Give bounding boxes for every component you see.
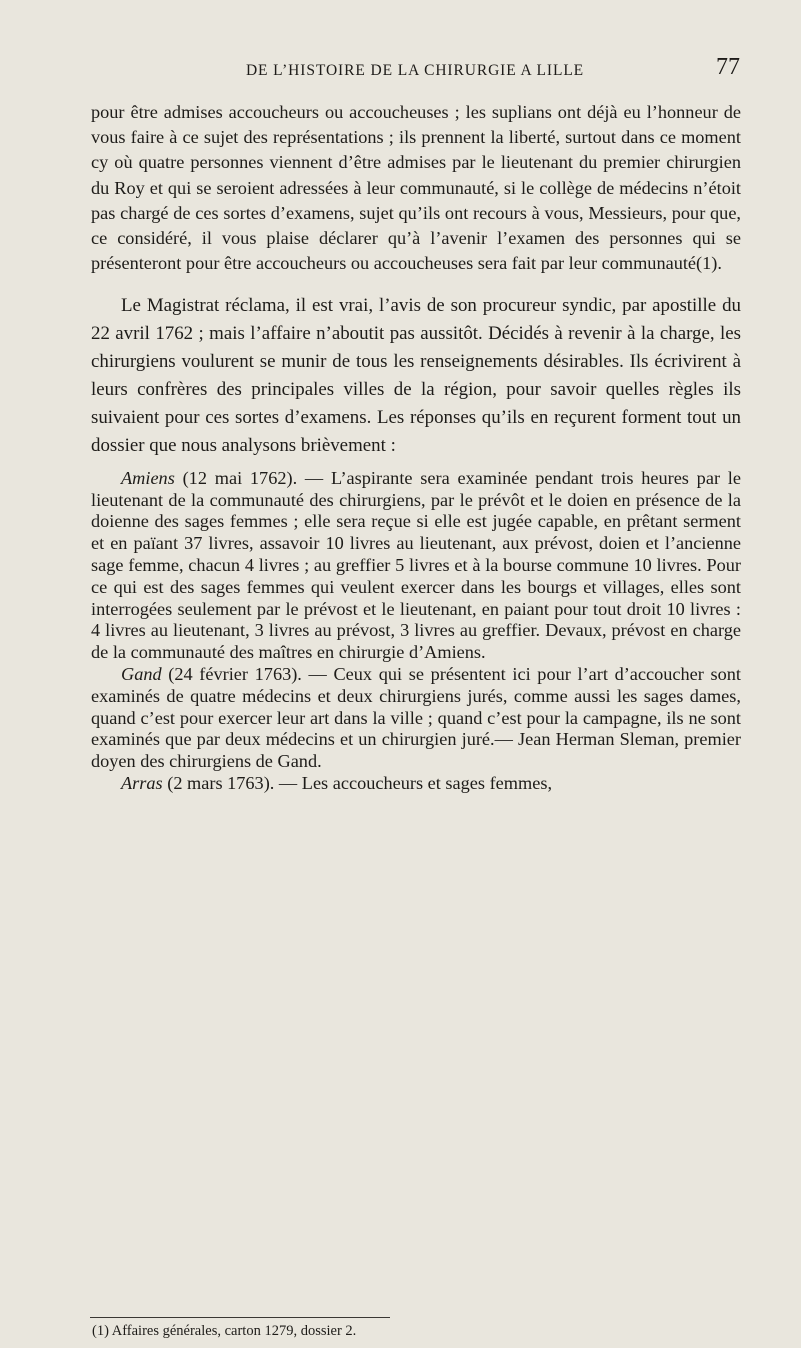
narrative-block	[91, 292, 741, 459]
paragraph-petition: pour être admises accoucheurs ou accoucheuses ; les suplians ont déjà eu l’honneur de vous faire à ce sujet des représentations ; ils prennent la liberté, surtout dans ce moment cy où quatre personnes viennent d’être admises par le lieutenant du premier chirurgien du Roy et qui se seroient adressées à leur communauté, si le collège de médecins n’étoit pas chargé de ces sortes d’examens, sujet qu’ils ont recours à vous, Messieurs, pour que, ce considéré, il vous plaise déclarer qu’à l’avenir l’examen des personnes qui se présenteront pour être accoucheurs ou accoucheuses sera fait par leur communauté(1).	[91, 102, 741, 274]
place-gand: Gand	[121, 664, 162, 685]
paragraph-gand	[91, 664, 741, 773]
running-head: DE L’HISTOIRE DE LA CHIRURGIE A LILLE	[245, 62, 585, 79]
place-arras: Arras	[121, 773, 163, 794]
paragraph-magistrat: Le Magistrat réclama, il est vrai, l’avis de son procureur syndic, par apostille du 22 avril 1762 ; mais l’affaire n’aboutit pas aussitôt. Décidés à revenir à la charge, les chirurgiens voulurent se munir de tous les renseignements désirables. Ils écrivirent à leurs confrères des principales villes de la région, pour savoir quelles règles ils suivaient pour ces sortes d’examens. Les réponses qu’ils en reçurent forment tout un dossier que nous analysons brièvement :	[91, 295, 741, 456]
page-header	[90, 54, 740, 88]
gand-text: (24 février 1763). — Ceux qui se présentent ici pour l’art d’accoucher sont examinés de quatre médecins et deux chirurgiens jurés, comme aussi les sages dames, quand c’est pour exercer leur art dans la ville ; quand c’est pour la campagne, ils ne sont examinés que par deux médecins et un chirurgien juré.— Jean Herman Sleman, premier doyen des chirurgiens de Gand.	[91, 664, 741, 772]
body-text	[91, 100, 741, 795]
page-number: 77	[716, 54, 740, 80]
paragraph-arras	[91, 773, 741, 795]
footnote: (1) Affaires générales, carton 1279, dossier 2.	[92, 1323, 357, 1339]
dossier-block	[91, 468, 741, 795]
place-amiens: Amiens	[121, 467, 175, 488]
petition-block	[91, 100, 741, 276]
amiens-text: (12 mai 1762). — L’aspirante sera examinée pendant trois heures par le lieutenant de la communauté des chirurgiens, par le prévôt et le doien en présence de la doienne des sages femmes ; elle sera reçue si elle est jugée capable, en prêtant serment et en païant 37 livres, assavoir 10 livres au lieutenant, aux prévost, doien et l’ancienne sage femme, chacun 4 livres ; au greffier 5 livres et à la bourse commune 10 livres. Pour ce qui est des sages femmes qui veulent exercer dans les bourgs et villages, elles sont interrogées seulement par le prévost et le lieutenant, en paiant pour tout droit 10 livres : 4 livres au lieutenant, 3 livres au prévost, 3 livres au greffier. Devaux, prévost en charge de la communauté des maîtres en chirurgie d’Amiens.	[91, 467, 741, 663]
arras-text: (2 mars 1763). — Les accoucheurs et sages femmes,	[162, 773, 553, 794]
footnote-rule	[90, 1317, 390, 1318]
paragraph-amiens	[91, 468, 741, 664]
